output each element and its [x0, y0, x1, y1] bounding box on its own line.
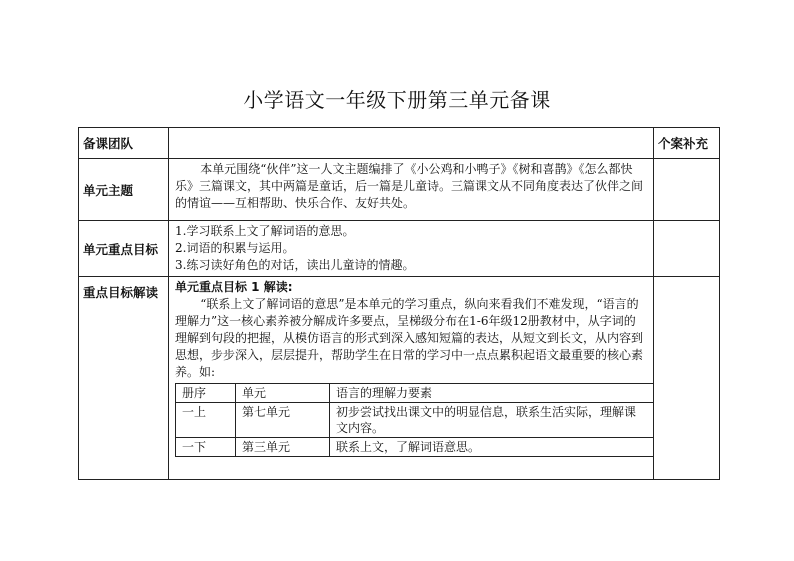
document-title: 小学语文一年级下册第三单元备课 [243, 88, 551, 112]
theme-text: 本单元围绕“伙伴”这一人文主题编排了《小公鸡和小鸭子》《树和喜鹊》《怎么都快乐》三篇课文，其中两篇是童话，后一篇是儿童诗。三篇课文从不同角度表达了伙伴之间的情谊——互相帮助、快乐合作、友好共处。 [169, 159, 654, 221]
team-value[interactable] [169, 128, 654, 159]
cell-element: 初步尝试找出课文中的明显信息，联系生活实际，理解课文内容。 [330, 403, 654, 438]
goal-item: 1.学习联系上文了解词语的意思。 [175, 224, 355, 238]
cell-unit: 第三单元 [236, 438, 330, 457]
theme-row [79, 159, 720, 221]
goal-item: 2.词语的积累与运用。 [175, 241, 295, 255]
goals-supplement[interactable] [654, 221, 720, 277]
goals-label: 单元重点目标 [79, 221, 169, 277]
interpretation-supplement[interactable] [654, 277, 720, 480]
cell-element: 联系上文，了解词语意思。 [330, 438, 654, 457]
interpretation-cell [169, 277, 654, 480]
cell-volume: 一下 [176, 438, 236, 457]
goal-item: 3.练习读好角色的对话，读出儿童诗的情趣。 [175, 258, 415, 272]
cell-volume: 一上 [176, 403, 236, 438]
goals-list [169, 221, 654, 277]
interpretation-text: “联系上文了解词语的意思”是本单元的学习重点，纵向来看我们不难发现，“语言的理解力”这一核心素养被分解成许多要点，呈梯级分布在1-6年级12册教材中，从字词的理解到句段的把握，从模仿语言的形式到深入感知短篇的表达，从短文到长文，从内容到思想，步步深入，层层提升，帮助学生在日常的学习中一点点累积起语文最重要的核心素养。如: [175, 297, 644, 379]
cell-unit: 第七单元 [236, 403, 330, 438]
goals-row [79, 221, 720, 277]
team-label: 备课团队 [79, 128, 169, 159]
header-volume: 册序 [176, 384, 236, 403]
interpretation-heading: 单元重点目标 1 解读: [175, 280, 293, 294]
header-element: 语言的理解力要素 [330, 384, 654, 403]
comprehension-header-row [176, 384, 654, 403]
interpretation-label: 重点目标解读 [79, 277, 169, 480]
supplement-label: 个案补充 [654, 128, 720, 159]
table-row [176, 438, 654, 457]
interpretation-row [79, 277, 720, 480]
theme-label: 单元主题 [79, 159, 169, 221]
theme-supplement[interactable] [654, 159, 720, 221]
table-row [176, 403, 654, 438]
header-unit: 单元 [236, 384, 330, 403]
comprehension-table [175, 383, 654, 457]
lesson-plan-table [78, 127, 720, 480]
team-row [79, 128, 720, 159]
